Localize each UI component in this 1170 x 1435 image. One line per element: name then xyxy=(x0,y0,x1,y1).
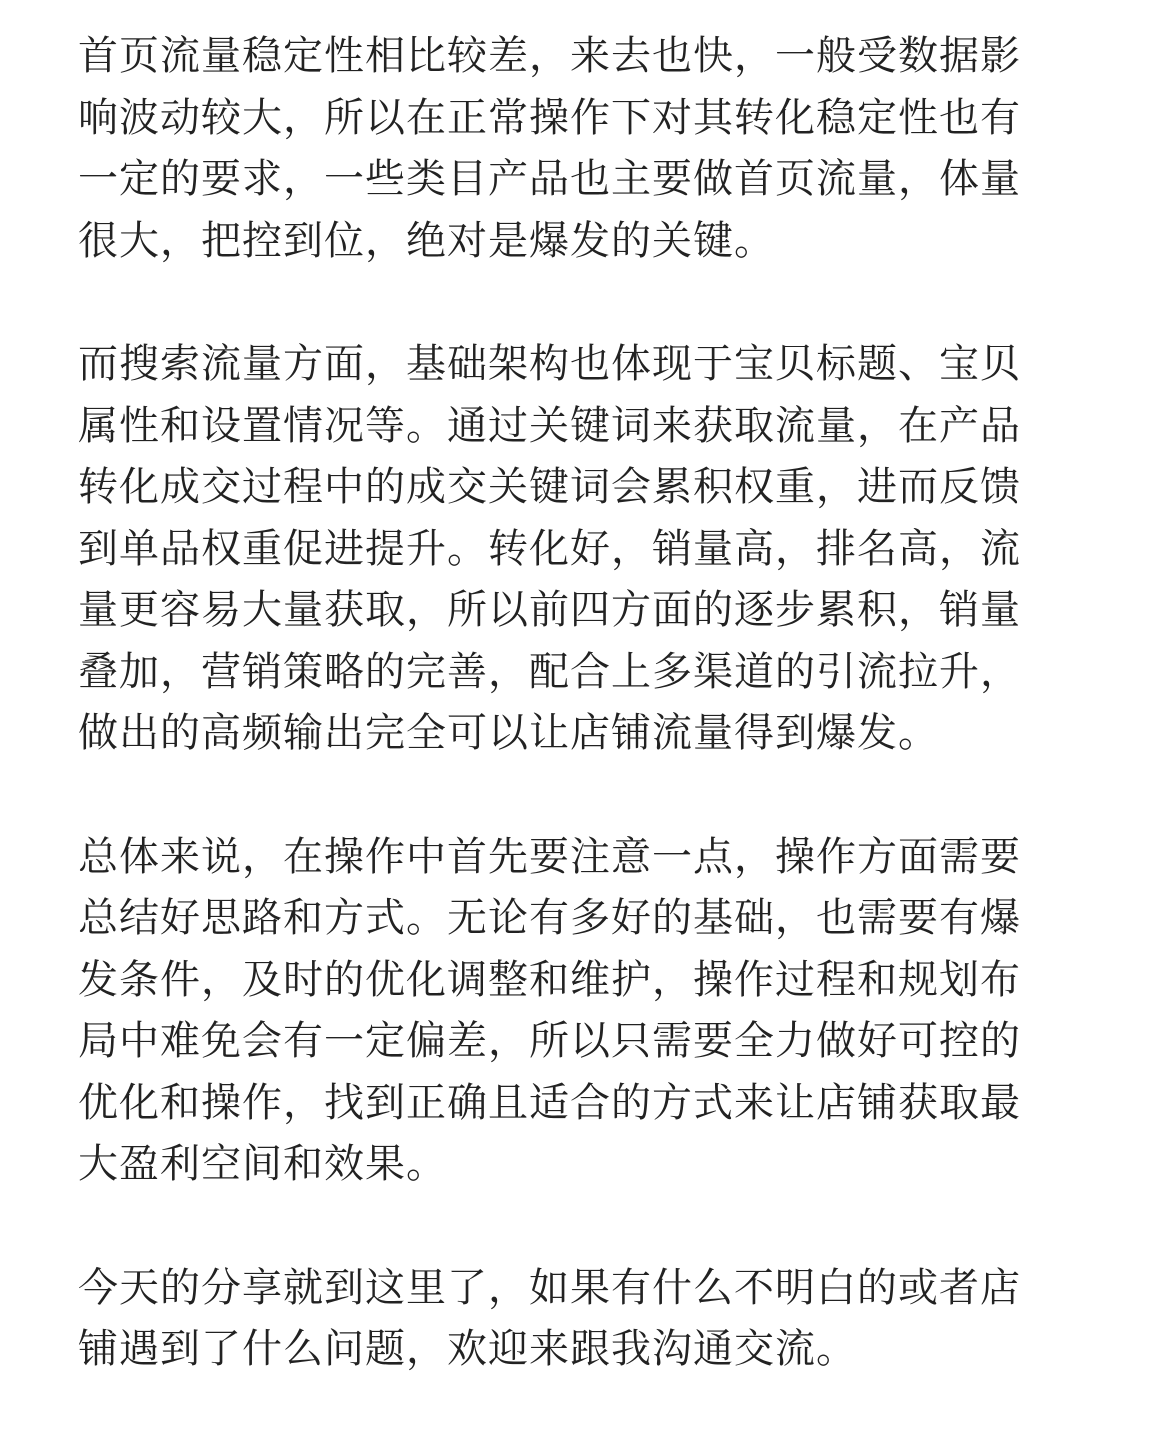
article-body xyxy=(78,26,1068,1381)
paragraph-closing: 今天的分享就到这里了，如果有什么不明白的或者店 铺遇到了什么问题，欢迎来跟我沟通交流。 xyxy=(78,1264,1021,1372)
paragraph-summary: 总体来说，在操作中首先要注意一点，操作方面需要 总结好思路和方式。无论有多好的基础，也需要有爆 发条件，及时的优化调整和维护，操作过程和规划布 局中难免会有一定偏差，所以只需要全力做好可控的 优化和操作，找到正确且适合的方式来让店铺获取最 大盈利空间和效果。 xyxy=(78,833,1021,1187)
paragraph-homepage-traffic: 首页流量稳定性相比较差，来去也快，一般受数据影 响波动较大，所以在正常操作下对其转化稳定性也有 一定的要求，一些类目产品也主要做首页流量，体量 很大，把控到位，绝对是爆发的关键。 xyxy=(78,33,1021,264)
paragraph-search-traffic: 而搜索流量方面，基础架构也体现于宝贝标题、宝贝 属性和设置情况等。通过关键词来获取流量，在产品 转化成交过程中的成交关键词会累积权重，进而反馈 到单品权重促进提升。转化好，销量高，排名高，流 量更容易大量获取，所以前四方面的逐步累积，销量 叠加，营销策略的完善，配合上多渠道的引流拉升， 做出的高频输出完全可以让店铺流量得到爆发。 xyxy=(78,341,1021,756)
